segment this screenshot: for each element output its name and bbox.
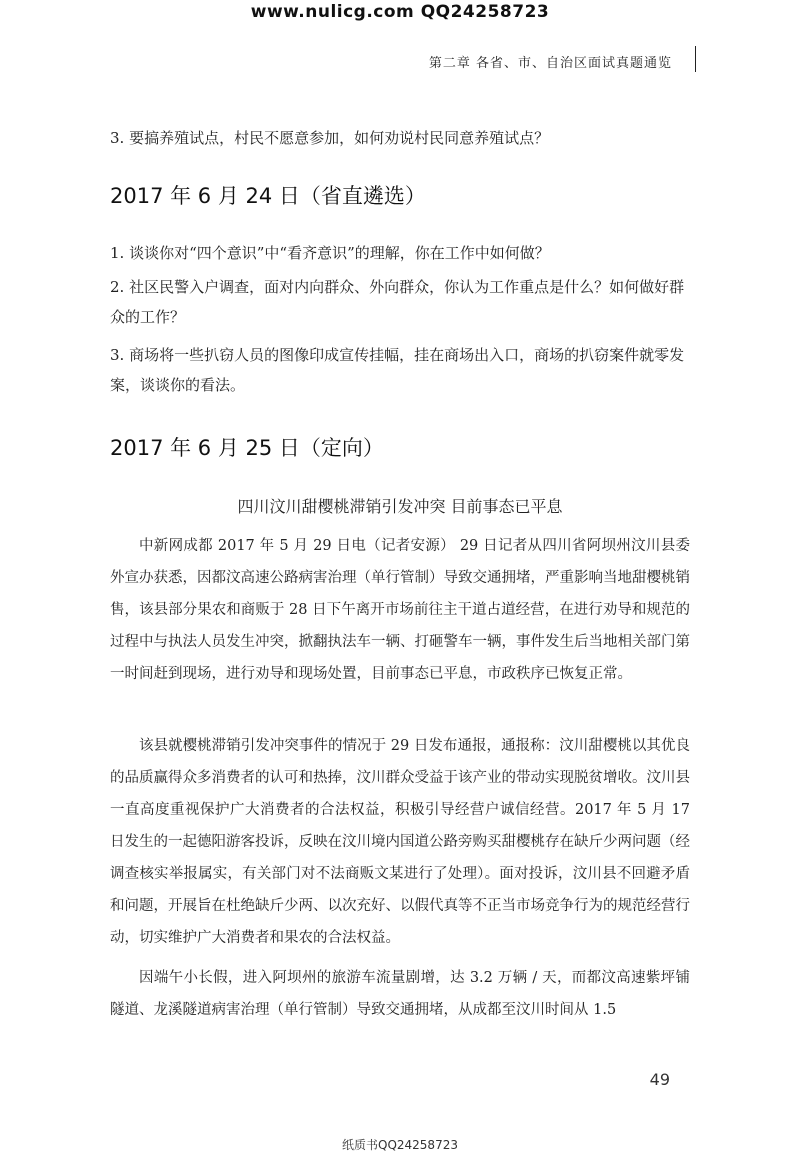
question-item: 2. 社区民警入户调查，面对内向群众、外向群众，你认为工作重点是什么？如何做好群众的工作？ (110, 278, 685, 326)
article-title: 四川汶川甜樱桃滞销引发冲突 目前事态已平息 (237, 497, 563, 516)
question-item: 3. 商场将一些扒窃人员的图像印成宣传挂幅，挂在商场出入口，商场的扒窃案件就零发案，谈谈你的看法。 (110, 346, 685, 394)
article-paragraph: 因端午小长假，进入阿坝州的旅游车流量剧增，达 3.2 万辆 / 天，而都汶高速紫坪铺隧道、龙溪隧道病害治理（单行管制）导致交通拥堵，从成都至汶川时间从 1.5 (110, 970, 690, 1018)
article-paragraph: 中新网成都 2017 年 5 月 29 日电（记者安源） 29 日记者从四川省阿坝州汶川县委外宣办获悉，因都汶高速公路病害治理（单行管制）导致交通拥堵，严重影响当地甜樱桃销售，该县部分果农和商贩于 28 日下午离开市场前往主干道占道经营，在进行劝导和规范的过程中与执法人员发生冲突，掀翻执法车一辆、打砸警车一辆，事件发生后当地相关部门第一时间赶到现场，进行劝导和现场处置，目前事态已平息，市政秩序已恢复正常。 (110, 538, 690, 682)
running-title-rule (695, 46, 696, 72)
watermark-header: www.nulicg.com QQ24258723 (250, 2, 550, 22)
section-heading: 2017 年 6 月 25 日（定向） (110, 436, 384, 460)
question-item: 3. 要搞养殖试点，村民不愿意参加，如何劝说村民同意养殖试点？ (110, 129, 550, 147)
footer-mark: 纸质书QQ24258723 (342, 1138, 458, 1152)
page-number: 49 (649, 1070, 670, 1089)
article-paragraph: 该县就樱桃滞销引发冲突事件的情况于 29 日发布通报，通报称：汶川甜樱桃以其优良的品质赢得众多消费者的认可和热捧，汶川群众受益于该产业的带动实现脱贫增收。汶川县一直高度重视保护广大消费者的合法权益，积极引导经营户诚信经营。2017 年 5 月 17 日发生的一起德阳游客投诉，反映在汶川境内国道公路旁购买甜樱桃存在缺斤少两问题（经调查核实举报属实，有关部门对不法商贩文某进行了处理）。面对投诉，汶川县不回避矛盾和问题，开展旨在杜绝缺斤少两、以次充好、以假代真等不正当市场竞争行为的规范经营行动，切实维护广大消费者和果农的合法权益。 (110, 738, 690, 946)
section-heading: 2017 年 6 月 24 日（省直遴选） (110, 184, 426, 208)
running-title: 第二章 各省、市、自治区面试真题通览 (428, 56, 672, 71)
question-item: 1. 谈谈你对“四个意识”中“看齐意识”的理解，你在工作中如何做？ (110, 244, 550, 262)
